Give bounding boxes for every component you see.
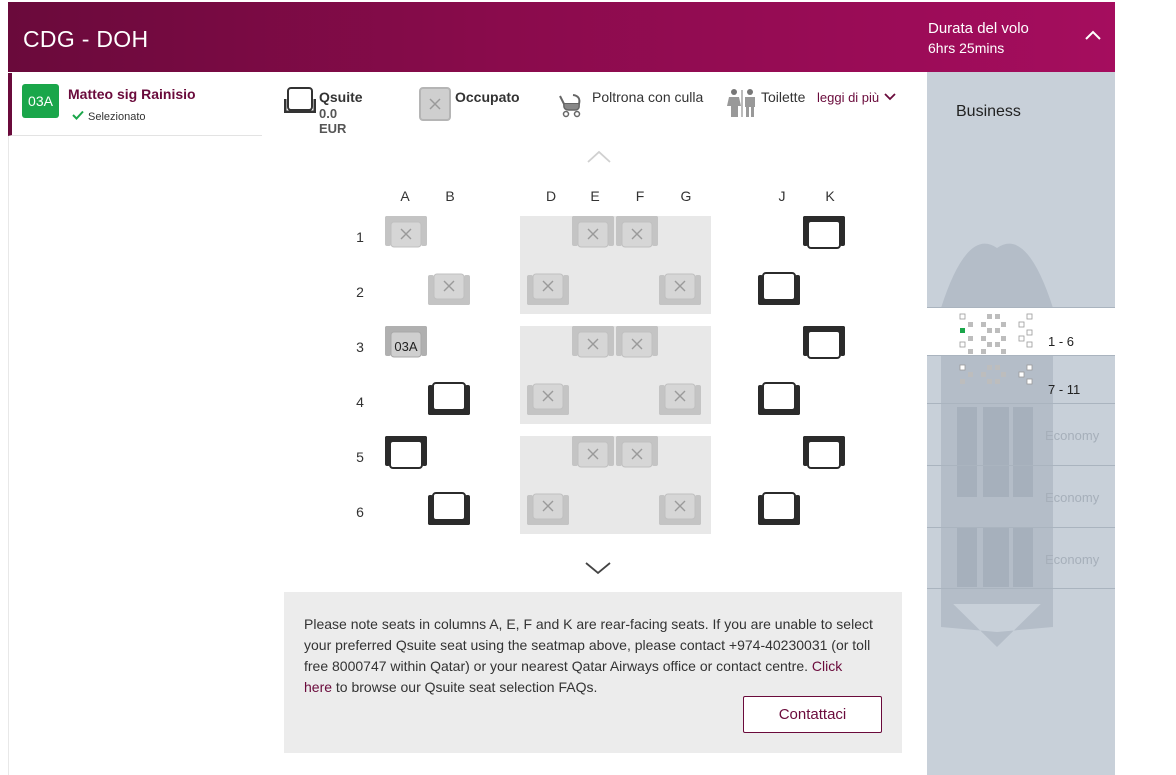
divider: [8, 136, 9, 775]
seat-6D: [526, 490, 570, 526]
seat-4B[interactable]: [427, 380, 471, 416]
seat-map: [284, 140, 902, 590]
seat-2D: [526, 270, 570, 306]
note-text: [304, 614, 874, 698]
cabin-section-economy[interactable]: [927, 403, 1115, 465]
route-title: CDG - DOH: [23, 26, 149, 52]
seat-1A: [384, 215, 428, 251]
column-label: B: [445, 188, 455, 204]
seat-6B[interactable]: [427, 490, 471, 526]
row-label: 5: [356, 449, 364, 465]
cabin-section-label: Economy: [1045, 552, 1100, 567]
row-label: 1: [356, 229, 364, 245]
scroll-down-icon[interactable]: [584, 560, 612, 581]
cabin-section-7-11[interactable]: [927, 355, 1115, 403]
passenger-seat-badge: 03A: [22, 84, 59, 118]
seat-6J[interactable]: [757, 490, 801, 526]
passenger-card[interactable]: [8, 73, 262, 136]
seat-3E: [571, 325, 615, 361]
passenger-status: [72, 110, 146, 123]
toilet-icon: [726, 88, 758, 123]
qsuite-seat-icon: [284, 87, 316, 118]
row-label: 6: [356, 504, 364, 520]
cabin-section-1-6[interactable]: [927, 307, 1115, 355]
seat-4D: [526, 380, 570, 416]
column-label: E: [590, 188, 600, 204]
duration-value: 6hrs 25mins: [928, 40, 1005, 56]
seat-5K[interactable]: [802, 435, 846, 471]
cabin-section-label: 1 - 6: [1048, 334, 1075, 349]
cabin-section-economy[interactable]: [927, 465, 1115, 527]
seat-5E: [571, 435, 615, 471]
column-label: J: [778, 188, 786, 204]
seat-2G: [658, 270, 702, 306]
occupied-seat-icon: [419, 87, 451, 126]
section-seat-thumbnail: [957, 362, 1037, 392]
seat-1E: [571, 215, 615, 251]
cabin-section-economy[interactable]: [927, 527, 1115, 589]
cabin-title: Business: [956, 103, 1021, 120]
info-note: [284, 592, 902, 753]
check-icon: [72, 110, 84, 123]
legend-qsuite-price: 0.0 EUR: [319, 106, 347, 136]
cabin-section-label: 7 - 11: [1048, 382, 1081, 397]
row-label: 4: [356, 394, 364, 410]
legend-qsuite-title: Qsuite: [319, 89, 363, 105]
selected-seat-label: 03A: [394, 339, 418, 354]
seat-2J[interactable]: [757, 270, 801, 306]
column-label: G: [680, 188, 692, 204]
duration-label: Durata del volo: [928, 20, 1029, 37]
seat-3A-selected[interactable]: [384, 325, 428, 361]
seat-6G: [658, 490, 702, 526]
chevron-down-icon: [883, 90, 897, 105]
scroll-up-icon[interactable]: [586, 150, 612, 169]
legend-occupied-label: Occupato: [455, 89, 520, 105]
cabin-section-label: Economy: [1045, 490, 1100, 505]
column-label: D: [545, 188, 557, 204]
passenger-status-text: Selezionato: [88, 110, 146, 123]
read-more-label: leggi di più: [817, 90, 880, 105]
contact-button[interactable]: Contattaci: [743, 696, 882, 733]
legend-toilet-label: Toilette: [761, 89, 806, 105]
cabin-section-label: Economy: [1045, 428, 1100, 443]
passenger-name: Matteo sig Rainisio: [68, 86, 196, 102]
column-label: F: [635, 188, 645, 204]
faq-link[interactable]: Click here: [304, 658, 843, 695]
read-more-link[interactable]: [817, 90, 897, 105]
seat-3F: [615, 325, 659, 361]
seat-3K[interactable]: [802, 325, 846, 361]
chevron-up-icon[interactable]: [1082, 24, 1104, 46]
note-text-before: Please note seats in columns A, E, F and K are rear-facing seats. If you are unable to select your preferred Qsuite seat using the seatmap above, please contact +974-40230031 (or toll free 8000747 within Qatar) or your nearest Qatar Airways office or contact centre.: [304, 616, 873, 674]
bassinet-icon: [557, 90, 585, 123]
note-text-after: to browse our Qsuite seat selection FAQs.: [332, 679, 598, 695]
row-label: 2: [356, 284, 364, 300]
seat-1F: [615, 215, 659, 251]
flight-header: [8, 2, 1115, 72]
legend-bassinet-label: Poltrona con culla: [592, 89, 704, 105]
cabin-overview-sidebar: [927, 72, 1115, 775]
seat-4G: [658, 380, 702, 416]
column-label: A: [400, 188, 410, 204]
seat-1K[interactable]: [802, 215, 846, 251]
row-label: 3: [356, 339, 364, 355]
seat-5A[interactable]: [384, 435, 428, 471]
seat-4J[interactable]: [757, 380, 801, 416]
seat-5F: [615, 435, 659, 471]
seat-2B: [427, 270, 471, 306]
section-seat-thumbnail: [957, 311, 1037, 357]
column-label: K: [825, 188, 835, 204]
